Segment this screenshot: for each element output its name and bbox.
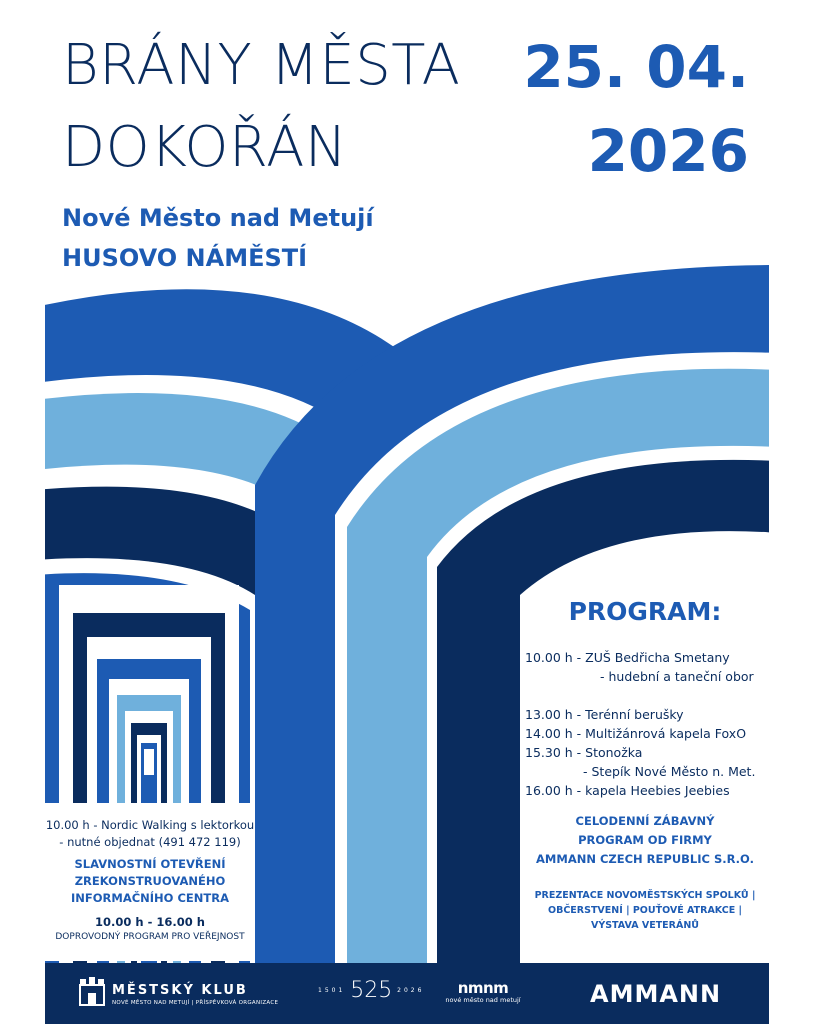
mestsky-klub-logo	[78, 975, 279, 1011]
program-item: 14.00 h - Multižánrová kapela FoxO	[525, 726, 747, 741]
program-item: - hudební a taneční obor	[600, 669, 754, 684]
left-info-box	[45, 803, 255, 961]
anniversary-start: 1501	[318, 987, 346, 994]
firm-line-1: CELODENNÍ ZÁBAVNÝ	[575, 814, 715, 828]
program-title: PROGRAM:	[568, 597, 722, 626]
hours: 10.00 h - 16.00 h	[95, 915, 205, 930]
town-name: Nové Město nad Metují	[62, 204, 374, 232]
program-item: 16.00 h - kapela Heebies Jeebies	[525, 783, 730, 798]
anniversary-logo	[318, 978, 424, 1003]
opening-line-3: INFORMAČNÍHO CENTRA	[70, 890, 229, 905]
opening-line-1: SLAVNOSTNÍ OTEVŘENÍ	[74, 857, 226, 872]
date-line-2: 2026	[587, 117, 749, 185]
place-name: HUSOVO NÁMĚSTÍ	[62, 244, 308, 272]
town-logo-text: nové město nad metují	[445, 996, 521, 1004]
title-line-1: BRÁNY MĚSTA	[62, 33, 461, 98]
nordic-walking-line: 10.00 h - Nordic Walking s lektorkou	[45, 818, 255, 832]
date-line-1: 25. 04.	[523, 33, 749, 101]
firm-line-2: PROGRAM OD FIRMY	[578, 833, 712, 847]
extra-line-3: VÝSTAVA VETERÁNŮ	[590, 920, 700, 931]
firm-program	[520, 812, 770, 869]
firm-line-3: AMMANN CZECH REPUBLIC S.R.O.	[536, 852, 754, 866]
hours-note: DOPROVODNÝ PROGRAM PRO VEŘEJNOST	[55, 932, 245, 943]
klub-name: MĚSTSKÝ KLUB	[112, 983, 248, 998]
opening-line-2: ZREKONSTRUOVANÉHO	[74, 874, 226, 889]
castle-icon	[78, 975, 106, 1007]
program-list	[525, 648, 765, 800]
extra-line-2: OBČERSTVENÍ | POUŤOVÉ ATRAKCE |	[548, 905, 742, 916]
extra-line-1: PREZENTACE NOVOMĚSTSKÝCH SPOLKŮ |	[534, 890, 756, 901]
program-item: 13.00 h - Terénní berušky	[525, 707, 684, 722]
anniversary-end: 2026	[397, 987, 425, 994]
nordic-walking-note: - nutné objednat (491 472 119)	[59, 834, 241, 849]
program-item: - Stepík Nové Město n. Met.	[583, 764, 756, 779]
program-item: 10.00 h - ZUŠ Bedřicha Smetany	[525, 650, 730, 665]
sponsor-logo: AMMANN	[590, 980, 722, 1008]
klub-description: NOVÉ MĚSTO NAD METUJÍ | PŘÍSPĚVKOVÁ ORGANIZACE	[112, 1000, 279, 1006]
extra-attractions	[520, 888, 770, 933]
title-line-2: DOKOŘÁN	[62, 115, 348, 180]
anniversary-number: 525	[350, 978, 393, 1003]
town-logo	[438, 981, 528, 1004]
program-item: 15.30 h - Stonožka	[525, 745, 643, 760]
town-logo-mark: nmnm	[457, 979, 509, 997]
